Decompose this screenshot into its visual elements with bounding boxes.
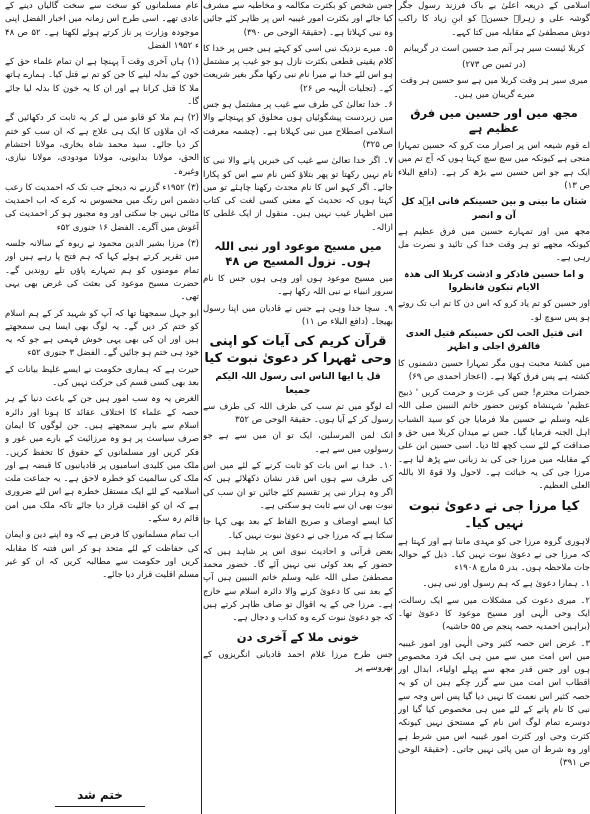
paragraph: ۹۔ سچا خدا وہی ہے جس نے قادیان میں اپنا رسول بھیجا۔ (دافع البلاء ص ۱۱) bbox=[203, 303, 393, 327]
section-heading: مجھ میں اور حسین میں فرق عظیم ہے bbox=[410, 106, 578, 136]
paragraph: (۳) ۱۹۵۲ء گزرنے نہ دیجئے جب تک کہ احمدیت کا رعب دشمن اس رنگ میں محسوس نہ کرے کہ اب احمدیت مٹائی نہیں جا سکتی اور وہ مجبور ہو کر احمدیت کی آغوش میں آگرے۔ الفضل ۱۶ جنوری ۵۲ء bbox=[5, 182, 199, 233]
paragraph: انک لمن المرسلین، ایک تو ان میں سے ہے جو رسولوں میں سے ہے۔ bbox=[203, 431, 393, 455]
paragraph: جس طرح مرزا غلام احمد قادیانی انگریزوں کے بھروسے پر bbox=[203, 649, 393, 673]
paragraph: (۲) ہم ملا کو قابو میں لے کر یہ ثابت کر دکھائیں گے کہ ان ملاؤں کا ایک ہی علاج ہے کہ ان سب کو ختم کر دیا جائے۔ سید محمد شاہ بخاری، مولانا احتشام الحق، مولانا بدایونی، مولانا مودودی، مولانا نیازی، وغیرہ۔ bbox=[5, 113, 199, 177]
middle-column bbox=[203, 0, 393, 814]
right-column bbox=[398, 0, 590, 814]
paragraph: ۵۔ میرے نزدیک نبی اسی کو کہتے ہیں جس پر خدا کا کلام یقینی قطعی بکثرت نازل ہو جو غیب پر مشتمل ہو اس لئے خدا نے میرا نام نبی رکھا مگر بغیر شریعت کے۔ (تجلیات الٰہیہ ص ۲۶) bbox=[203, 43, 393, 94]
paragraph: ۱۔ ہمارا دعویٰ ہے کہ ہم رسول اور نبی ہیں۔ bbox=[422, 579, 590, 590]
paragraph: (۱) ہاں آخری وقت آ پہنچا ہے ان تمام علماء حق کے خون کے بدلہ لینے کا جن کو تم نے قتل کیا۔ ہمارے ہاتھ ملا کا قتل کرانا ہے اور ان کا یہ خون کا بدلہ لیا جائے گا۔ bbox=[5, 57, 199, 108]
reference: (در ثمین ص ۲۷۳) bbox=[462, 60, 526, 71]
paragraph: لاہوری گروہ مرزا جی کو مہدی مانتا ہے اور کہتا ہے کہ مرزا جی نے دعویٰ نبوت نہیں کیا۔ ذیل کے حوالہ جات ملاحظہ ہوں۔ بدر ۵ مارچ ۱۹۰۸ء bbox=[398, 536, 590, 574]
paragraph: اب تمام مسلمانوں کا فرض ہے کہ وہ اپنے دین و ایمان کی حفاظت کے لئے متحد ہو کر اس فتنہ کا مقابلہ کریں اور حکومت سے مطالبہ کریں کہ ان کو غیر مسلم اقلیت قرار دیا جائے۔ bbox=[5, 530, 199, 581]
arabic-verse: قل یا ایھا الناس انی رسول اللہ الیکم جمیعا bbox=[215, 372, 381, 396]
paragraph: میں کشتۂ محبت ہوں مگر تمہارا حسین دشمنوں کا کشتہ ہے پس فرق کھلا ہے۔ (اعجاز احمدی ص ۶۹) bbox=[398, 358, 590, 382]
column-divider bbox=[395, 0, 396, 814]
paragraph: اے لوگو میں تم سب کی طرف اللہ کی طرف سے رسول کر کے آیا ہوں۔ حقیقۃ الوحی ص ۳۵۲ bbox=[203, 401, 393, 426]
end-mark: ختم شد bbox=[55, 784, 145, 807]
paragraph: الغرض یہ وہ سب امور ہیں جن کے باعث دنیا کے ہر حصہ کے علماء کا اختلاف عقائد کا ہونا اور دائرہ اسلام سے باہر سمجھتے ہیں۔ جن لوگوں کا ایمان صرف سیاست پر ہو وہ مرزائیت کے بارے میں غور و فکر کریں اور مسلمانوں کے حقوق کا تحفظ کریں۔ ملک میں کلیدی اسامیوں پر قادیانیوں کا قبضہ ہے اور ملک کی سالمیت کو خطرہ لاحق ہے۔ یہ جماعت ملت اسلامیہ کے لئے ایک مستقل خطرہ ہے اس لئے ضروری ہے کہ ان کو اقلیت قرار دیا جائے تاکہ ملک میں امن قائم رہ سکے۔ bbox=[5, 394, 199, 524]
paragraph: ۱۰۔ خدا نے اس بات کو ثابت کرنے کے لئے میں اس کی طرف سے ہوں اس قدر نشان دکھلائے ہیں کہ اگر وہ ہزار نبی پر تقسیم کئے جائیں تو ان سب کی نبوت بھی ان سے ثابت ہو سکتی ہے۔ bbox=[203, 461, 393, 511]
paragraph: ۳۔ غرض اس حصہ کثیر وحی الٰہی اور امور غیبیہ میں اس امت میں سے میں ہی ایک فرد مخصوص ہوں اور جس قدر مجھ سے پہلے اولیاء، ابدال اور اقطاب اس امت میں سے گزر چکے ہیں ان کو یہ حصہ کثیر اس نعمت کا نہیں دیا گیا پس اس وجہ سے نبی کا نام پانے کے لئے میں ہی مخصوص کیا گیا اور دوسرے تمام لوگ اس نام کے مستحق نہیں کیونکہ کثرت وحی اور کثرت امور غیبیہ اس میں شرط ہے اور وہ شرط ان میں پائی نہیں جاتی۔ (حقیقۃ الوحی ص ۳۹۱) bbox=[398, 638, 590, 769]
paragraph: ۲۔ میری دعوت کی مشکلات میں سے ایک رسالت، ایک وحی الٰہی اور مسیح موعود کا دعویٰ تھا۔ (براہین احمدیہ حصہ پنجم ص ۵۵ حاشیہ) bbox=[398, 595, 590, 633]
paragraph: جس شخص کو بکثرت مکالمہ و مخاطبہ سے مشرف کیا جائے اور بکثرت امور غیبیہ اس پر ظاہر کئے جائیں وہ نبی کہلاتا ہے۔ (حقیقۃ الوحی ص ۳۹۰) bbox=[203, 1, 393, 38]
paragraph: اے قوم شیعہ اس پر اصرار مت کرو کہ حسین تمہارا منجی ہے کیونکہ میں سچ سچ کہتا ہوں کہ آج تم میں ایک ہے جو اس حسین سے بڑھ کر ہے۔ (دافع البلاء ص ۱۳) bbox=[398, 141, 590, 191]
paragraph: بعض قرآنی و احادیث نبوی اس پر شاہد ہیں کہ حضور کے بعد کوئی نبی نہیں آئے گا۔ حضور محمد مصطفیٰ صلی اللہ علیہ وسلم خاتم النبیین ہیں آپ کے بعد نبی کا دعویٰ کرنے والا دائرہ اسلام سے خارج ہے۔ مرزا جی کے یہ اقوال تو صاف ظاہر کرتے ہیں کہ جو دعویٰ نبوت کرے وہ کذاب و دجال ہے۔ bbox=[203, 546, 393, 624]
verse: کربلا ئیست سیر ہر آنم صد حسین است در گریبانم bbox=[403, 43, 585, 54]
paragraph: ۷۔ اگر خدا تعالیٰ سے غیب کی خبریں پانے والا نبی کا نام نہیں رکھتا تو پھر بتلاؤ کس نام سے اس کو پکارا جائے۔ اگر کہو اس کا نام محدث رکھنا چاہئے تو میں کہتا ہوں کہ تحدیث کے معنی کسی لغت کی کتاب میں اظہار غیب نہیں ہیں۔ منقول از ایک غلطی کا ازالہ۔ bbox=[203, 156, 393, 233]
paragraph: عام مسلمانوں کو سخت سے سخت گالیاں دینے کے عادی تھے۔ اسی طرح اس زمانہ میں اخبار الفضل اپنی موجودہ وزارت پر ناز کرتے ہوئے لکھتا ہے۔ ۵۲ ص ۴۸ ء ۱۹۵۲ الفضل bbox=[5, 1, 199, 51]
paragraph: (۳) مرزا بشیر الدین محمود نے ربوہ کے سالانہ جلسہ میں تقریر کرتے ہوئے کہا کہ ہم فتح پا رہے ہیں اور تمام مومنوں کو ہم تمہارے پاؤں تلے روندیں گے۔ حضرت مسیح موعود کی بعثت کی غرض بھی یہی تھی۔ bbox=[5, 239, 199, 303]
section-heading: کیا مرزا جی نے دعویٰ نبوت نہیں کیا۔ bbox=[408, 498, 580, 531]
paragraph: حیرت ہے کہ ہماری حکومت نے ایسے غلیظ بیانات کے بعد بھی کسی قسم کی حرکت نہیں کی۔ bbox=[5, 364, 199, 389]
paragraph: مجھ میں اور تمہارے حسین میں فرق عظیم ہے کیونکہ مجھے تو ہر وقت خدا کی تائید و نصرت مل رہی ہے۔ bbox=[398, 226, 590, 264]
paragraph: کیا ایسے اوصاف و صریح الفاظ کے بعد بھی کہا جا سکتا ہے کہ مرزا جی نے دعویٰ نبوت نہیں کیا۔ bbox=[203, 517, 393, 541]
paragraph: حضرات محترم! جس کی عزت و حرمت کریں ' ذبیح عظیم' شہنشاہ کونین حضور خاتم النبیین صلی اللہ علیہ وسلم نے حسین ملا فرمایا جن کو سید الشباب اہل الجنہ فرمایا گیا۔ جس نے میدان کربلا میں حق و صداقت کے لئے سب کچھ لٹا دیا۔ اسی حسین ابن علی کے مقابلہ میں مرزا جی کی بد زبانی سے پڑھ لیا ہے۔ مرزا جی کی یہ خباثت ہے۔ لاحول ولا قوۃ الا باللہ العلی العظیم۔ bbox=[398, 388, 590, 492]
section-heading: میں مسیح موعود اور نبی اللہ ہوں۔ نزول المسیح ص ۴۸ bbox=[214, 239, 382, 269]
paragraph: اسلامی کے ذریعہ اعلیٰ بے باک فرزند رسول جگر گوشہ علی و زہراؓ حسینؓ کو ابنِ زیاد کا راکب دوش مصطفیٰ کے مقابلہ میں کتا کہے۔ bbox=[398, 1, 590, 38]
section-heading: قرآن کریم کی آیات کو اپنی وحی ٹھہرا کر دعویٰ نبوت کیا bbox=[204, 334, 392, 367]
arabic-verse: شتان ما بینی و بین حسینکم فانی ایؔد کل آن و انصر bbox=[401, 197, 587, 221]
column-divider bbox=[201, 0, 202, 814]
paragraph: ابو جہل سمجھتا تھا کہ آپ کو شہید کر کے ہم اسلام کو ختم کر دیں گے۔ یہ لوگ بھی ایسا ہی سمجھتے ہیں اور ان کی بھی یہی خوش فہمی ہے جو کہ یہ خود ہی ختم ہو جائیں گے۔ الفضل ۳ جنوری ۵۲ء bbox=[5, 308, 199, 359]
arabic-verse: انی قتیل الحب لکن حسینکم قتیل العدی فالفرق اجلی و اظہر bbox=[405, 328, 583, 353]
arabic-verse: و اما حسین فاذکر و اذشت کربلا الی ھذہ الایام تبکون فانظروا bbox=[404, 269, 584, 294]
paragraph: اور حسین کو تم یاد کرو کہ اس دن کا تم اب تک روتے ہو پس سوچ لو۔ bbox=[398, 299, 590, 323]
paragraph: میں مسیح موعود ہوں اور وہی ہوں جس کا نام سرور انبیاء نے نبی اللہ رکھا ہے۔ bbox=[203, 274, 393, 298]
left-column bbox=[5, 0, 199, 814]
verse: میری سیر ہر وقت کربلا میں ہے سو حسین ہر وقت میرے گریبان میں ہیں۔ bbox=[400, 76, 588, 100]
paragraph: ۶۔ خدا تعالیٰ کی طرف سے غیب پر مشتمل ہو جس میں زبردست پیشگوئیاں ہوں مخلوق کو پہنچانے والا اسلامی اصطلاح میں نبی کہلاتا ہے۔ (چشمہ معرفت ص ۳۲۵) bbox=[203, 100, 393, 150]
section-heading: خونی ملا کے آخری دن bbox=[236, 629, 360, 644]
